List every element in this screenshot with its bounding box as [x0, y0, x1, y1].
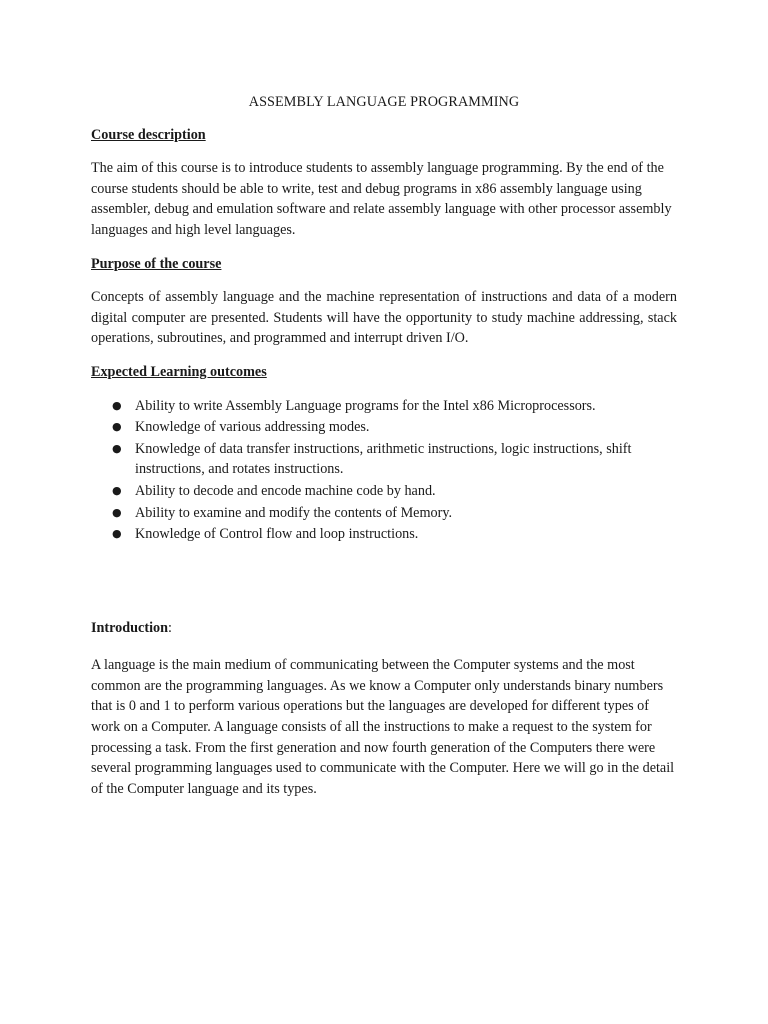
list-item	[91, 503, 677, 524]
purpose-heading: Purpose of the course	[91, 255, 222, 272]
course-description-body: The aim of this course is to introduce students to assembly language programming. By the end of the course students should be able to write, test and debug programs in x86 assembly language using assembler, debug and emulation software and relate assembly language with other processor assembly languages and high level languages.	[91, 160, 672, 238]
outcome-text: Knowledge of data transfer instructions, arithmetic instructions, logic instructions, shift instructions, and rotates instructions.	[135, 440, 632, 478]
outcome-text: Ability to examine and modify the contents of Memory.	[135, 504, 453, 521]
outcome-text: Ability to decode and encode machine code by hand.	[135, 482, 436, 499]
bullet-icon: ●	[112, 483, 122, 497]
list-item	[91, 481, 677, 502]
list-item	[91, 417, 677, 438]
bullet-icon: ●	[112, 420, 122, 434]
outcome-text: Knowledge of various addressing modes.	[135, 419, 370, 436]
bullet-icon: ●	[112, 505, 122, 519]
outcomes-list	[91, 396, 677, 545]
list-item	[91, 439, 677, 480]
list-item	[91, 396, 677, 417]
purpose-body: Concepts of assembly language and the machine representation of instructions and data of a modern digital computer are presented. Students will have the opportunity to study machine addressing, stack operations, subroutines, and programmed and interrupt driven I/O.	[91, 289, 677, 347]
introduction-heading-line	[91, 618, 677, 639]
outcomes-heading: Expected Learning outcomes	[91, 363, 267, 380]
list-item	[91, 524, 677, 545]
bullet-icon: ●	[112, 398, 122, 412]
outcome-text: Knowledge of Control flow and loop instructions.	[135, 526, 419, 543]
bullet-icon: ●	[112, 527, 122, 541]
course-description-heading: Course description	[91, 126, 206, 143]
outcome-text: Ability to write Assembly Language programs for the Intel x86 Microprocessors.	[135, 397, 596, 414]
blank-space	[91, 546, 677, 618]
introduction-body: A language is the main medium of communicating between the Computer systems and the most common are the programming languages. As we know a Computer only understands binary numbers that is 0 and 1 to perform various operations but the languages are developed for different types of work on a Computer. A language consists of all the instructions to make a request to the system for processing a task. From the first generation and now fourth generation of the Computers there were several programming languages used to communicate with the Computer. Here we will go in the detail of the Computer language and its types.	[91, 657, 675, 797]
document-page	[91, 92, 677, 812]
document-title: ASSEMBLY LANGUAGE PROGRAMMING	[248, 94, 520, 110]
introduction-heading: Introduction	[91, 619, 168, 636]
bullet-icon: ●	[112, 441, 122, 455]
introduction-heading-colon: :	[168, 619, 172, 636]
